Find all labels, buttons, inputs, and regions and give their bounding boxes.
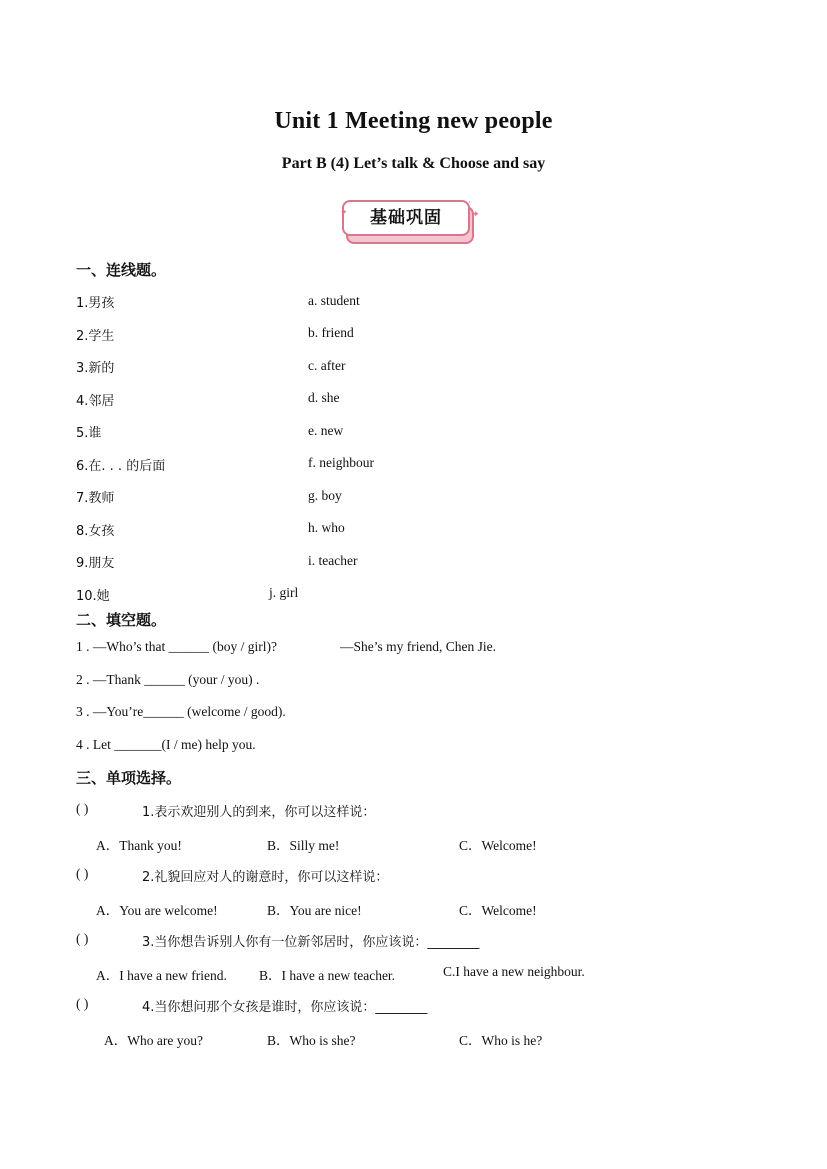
option-a: A．Who are you?: [104, 1033, 203, 1048]
answer-bracket: ( ): [76, 866, 89, 881]
question-text: 4.当你想问那个女孩是谁时，你应该说：________: [142, 1000, 428, 1015]
option-a: A．Thank you!: [96, 838, 182, 853]
match-right-item: b. friend: [308, 325, 354, 340]
match-left-item: 1.男孩: [76, 296, 115, 311]
match-left-item: 9.朋友: [76, 556, 115, 571]
sparkle-icon: ✦: [472, 209, 480, 219]
option-a: A．I have a new friend.: [96, 968, 227, 983]
fill-blank-item: 1 . —Who’s that ______ (boy / girl)?: [76, 639, 277, 654]
match-right-item: j. girl: [269, 585, 299, 600]
match-left-item: 2.学生: [76, 329, 115, 344]
question-text: 1.表示欢迎别人的到来，你可以这样说：: [142, 805, 376, 820]
option-a: A．You are welcome!: [96, 903, 218, 918]
answer-bracket: ( ): [76, 801, 89, 816]
match-right-item: a. student: [308, 293, 360, 308]
page-subtitle: Part B (4) Let’s talk & Choose and say: [281, 155, 546, 172]
question-text: 2.礼貌回应对人的谢意时，你可以这样说：: [142, 870, 389, 885]
option-b: B．You are nice!: [267, 903, 362, 918]
fill-blank-item: 4 . Let _______(I / me) help you.: [76, 737, 256, 752]
option-c: C．Welcome!: [459, 903, 537, 918]
match-left-item: 10.她: [76, 589, 110, 604]
section-badge: [340, 196, 480, 244]
match-right-item: c. after: [308, 358, 346, 373]
option-b: B．Who is she?: [267, 1033, 356, 1048]
match-left-item: 4.邻居: [76, 394, 115, 409]
match-left-item: 5.谁: [76, 426, 102, 441]
match-right-item: d. she: [308, 390, 340, 405]
question-text: 3.当你想告诉别人你有一位新邻居时，你应该说：________: [142, 935, 480, 950]
section2-heading: 二、填空题。: [76, 611, 167, 629]
match-left-item: 6.在. . . 的后面: [76, 459, 166, 474]
fill-blank-item: 2 . —Thank ______ (your / you) .: [76, 672, 260, 687]
match-right-item: i. teacher: [308, 553, 358, 568]
sparkle-icon: ·: [468, 197, 471, 207]
section1-heading: 一、连线题。: [76, 261, 167, 279]
fill-blank-answer: —She’s my friend, Chen Jie.: [340, 639, 496, 654]
fill-blank-item: 3 . —You’re______ (welcome / good).: [76, 704, 286, 719]
option-b: B．I have a new teacher.: [259, 968, 396, 983]
option-c: C．Welcome!: [459, 838, 537, 853]
match-left-item: 8.女孩: [76, 524, 115, 539]
sparkle-icon: ·: [344, 197, 347, 207]
match-right-item: f. neighbour: [308, 455, 374, 470]
answer-bracket: ( ): [76, 931, 89, 946]
section3-heading: 三、单项选择。: [76, 769, 182, 787]
sparkle-icon: ✦: [340, 207, 348, 217]
option-c: C．Who is he?: [459, 1033, 543, 1048]
match-right-item: g. boy: [308, 488, 342, 503]
badge-label: 基础巩固: [342, 200, 470, 236]
option-c: C.I have a new neighbour.: [443, 964, 585, 979]
answer-bracket: ( ): [76, 996, 89, 1011]
match-right-item: h. who: [308, 520, 345, 535]
option-b: B．Silly me!: [267, 838, 340, 853]
match-left-item: 3.新的: [76, 361, 115, 376]
page-title: Unit 1 Meeting new people: [274, 108, 553, 134]
match-left-item: 7.教师: [76, 491, 115, 506]
match-right-item: e. new: [308, 423, 344, 438]
